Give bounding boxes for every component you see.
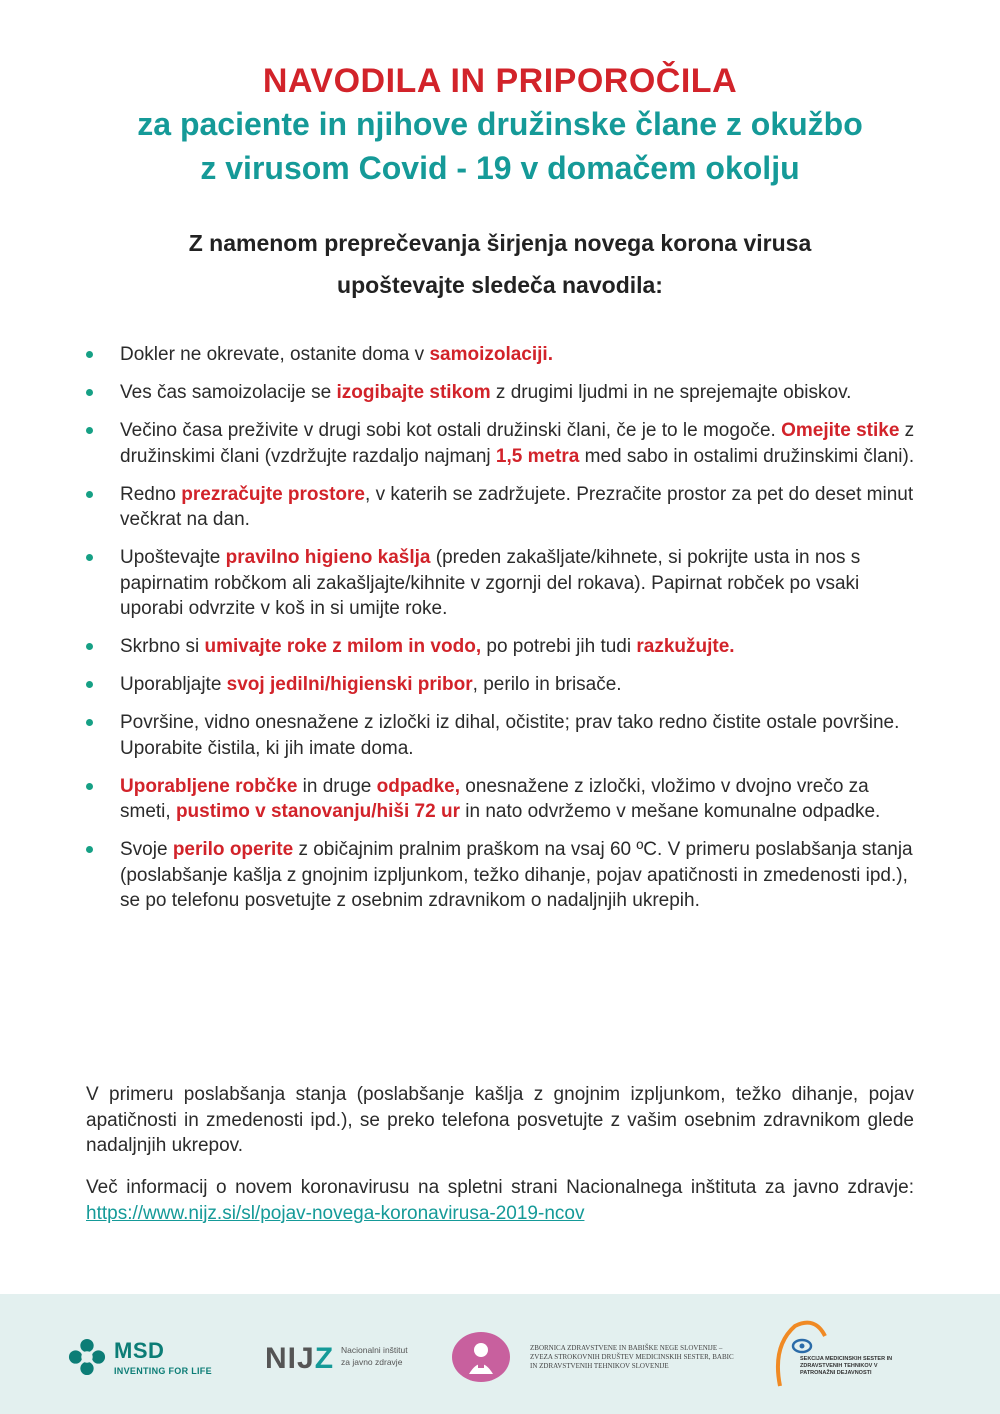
list-item [86,672,916,698]
bullet-icon [86,491,93,498]
highlight-text: svoj jedilni/higienski pribor [226,674,473,695]
intro-heading [0,222,1000,306]
page-subtitle-line1: za paciente in njihove družinske člane z okužbo [137,106,863,142]
list-item [86,482,916,533]
bullet-icon [86,681,93,688]
item-text: in druge [297,775,377,797]
nurse-figure-icon [452,1332,510,1382]
sekcija-text: SEKCIJA MEDICINSKIH SESTER IN ZDRAVSTVENIH TEHNIKOV V PATRONAŽNI DEJAVNOSTI [800,1356,893,1376]
highlight-text: samoizolaciji. [429,344,553,365]
bullet-icon [86,719,93,726]
info-text: Več informacij o novem koronavirusu na spletni strani Nacionalnega inštituta za javno zdravje: [86,1177,914,1198]
bullet-icon [86,846,93,853]
item-text: Površine, vidno onesnažene z izločki iz dihal, očistite; prav tako redno čistite ostale površine. Uporabite čistila, ki jih imate doma. [120,712,900,759]
list-item [86,342,916,368]
item-text: z običajnim pralnim praškom na vsaj 60 ºC. V primeru poslabšanja stanja (poslabšanje kašlja z gnojnim izpljunkom, težko dihanje, pojav apatičnosti in zmedenosti ipd.), se po telefonu posvetujte z osebnim zdravnikom o nadaljnjih ukrepih. [120,839,913,911]
item-text: z družinskimi člani (vzdržujte razdaljo najmanj [120,420,915,467]
item-text: med sabo in ostalimi družinskimi člani). [579,445,915,467]
item-text: Dokler ne okrevate, ostanite doma v [120,344,430,365]
item-text: Redno [120,483,182,505]
list-item [86,710,916,761]
bullet-icon [86,783,93,790]
nijz-link[interactable]: https://www.nijz.si/sl/pojav-novega-koronavirusa-2019-ncov [86,1202,585,1224]
bullet-icon [86,554,93,561]
nijz-description [341,1344,431,1368]
sekcija-logo [770,1316,900,1392]
highlight-text: umivajte roke z milom in vodo, [204,636,482,657]
item-text: po potrebi jih tudi [481,636,637,657]
nijz-desc-line2: za javno zdravje [341,1357,403,1367]
highlight-text: perilo operite [172,839,294,860]
info-paragraph [86,1175,914,1226]
item-text: , v katerih se zadržujete. Prezračite prostor za pet do deset minut večkrat na dan. [120,483,914,530]
intro-line2: upoštevajte sledeča navodila: [337,272,663,298]
msd-name: MSD [114,1338,165,1363]
bullet-icon [86,643,93,650]
title-block [0,60,1000,190]
list-item [86,545,916,622]
list-item [86,380,916,406]
highlight-text: izogibajte stikom [336,382,491,403]
item-text: , perilo in brisače. [472,674,622,695]
highlight-text: odpadke, [376,775,461,797]
item-text: Skrbno si [120,636,205,657]
msd-tagline: INVENTING FOR LIFE [114,1366,212,1376]
highlight-text: Uporabljene robčke [120,775,298,797]
item-text: (preden zakašljate/kihnete, si pokrijte usta in nos s papirnatim robčkom ali zakašljajte/kihnite v zgornji del rokava). Papirnat robček po vsaki uporabi odvrzite v koš in si umijte roke. [120,547,861,619]
bullet-icon [86,389,93,396]
bullet-icon [86,351,93,358]
bullet-icon [86,427,93,434]
nijz-logo [265,1342,408,1376]
highlight-text: Omejite stike [781,420,900,441]
item-text: Upoštevajte [120,547,226,568]
item-text: Večino časa preživite v drugi sobi kot ostali družinski člani, če je to le mogoče. [120,420,782,441]
nijz-desc-line1: Nacionalni inštitut [341,1345,408,1355]
list-item [86,418,916,469]
zbornica-emblem-icon [452,1332,510,1382]
item-text: Ves čas samoizolacije se [120,382,337,403]
highlight-text: razkužujte. [636,636,735,657]
footer-logos [0,1294,1000,1414]
sekcija-emblem-icon [770,1316,900,1392]
nijz-letters: NIJ [265,1342,315,1375]
instructions-list [86,342,916,926]
item-text: Uporabljajte [120,674,227,695]
zbornica-text: ZBORNICA ZDRAVSTVENE IN BABIŠKE NEGE SLOVENIJE – ZVEZA STROKOVNIH DRUŠTEV MEDICINSKIH SESTER, BABIC IN ZDRAVSTVENIH TEHNIKOV SLOVENIJE [530,1344,734,1370]
page-title: NAVODILA IN PRIPOROČILA [262,62,738,100]
list-item [86,837,916,914]
intro-line1: Z namenom preprečevanja širjenja novega korona virusa [188,230,812,256]
list-item [86,774,916,825]
highlight-text: pravilno higieno kašlja [225,547,431,568]
item-text: Svoje [120,839,173,860]
highlight-text: pustimo v stanovanju/hiši 72 ur [175,801,460,822]
list-item [86,634,916,660]
item-text: z drugimi ljudmi in ne sprejemajte obiskov. [490,382,852,403]
item-text: onesnažene z izločki, vložimo v dvojno vrečo za smeti, [120,775,869,822]
highlight-text: prezračujte prostore [181,483,366,505]
worsening-paragraph: V primeru poslabšanja stanja (poslabšanje kašlja z gnojnim izpljunkom, težko dihanje, pojav apatičnosti in zmedenosti ipd.), se preko telefona posvetujte z vašim osebnim zdravnikom glede nadaljnjih ukrepov. [86,1084,914,1156]
msd-mark-icon [68,1338,106,1376]
page-subtitle-line2: z virusom Covid - 19 v domačem okolju [200,150,800,186]
highlight-text: 1,5 metra [495,445,580,467]
item-text: in nato odvržemo v mešane komunalne odpadke. [459,801,881,822]
nijz-z-letter: Z [314,1342,335,1375]
